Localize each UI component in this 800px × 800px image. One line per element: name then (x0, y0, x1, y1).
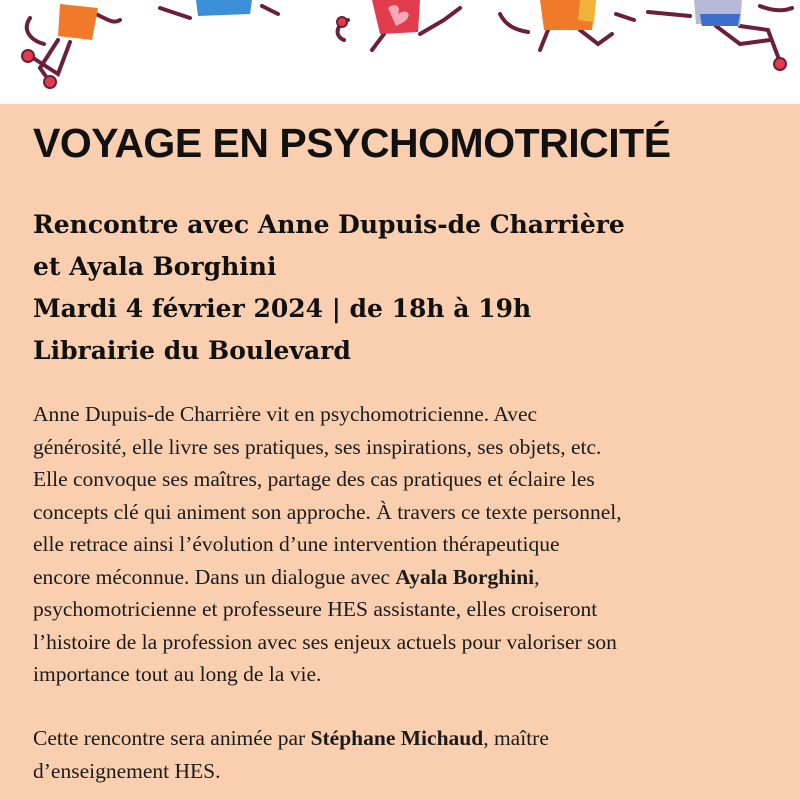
event-title: VOYAGE EN PSYCHOMOTRICITÉ (33, 120, 671, 166)
description-line: l’histoire de la profession avec ses enjeux actuels pour valoriser son (33, 629, 617, 654)
description-line: importance tout au long de la vie. (33, 662, 322, 686)
child-2-shorts (196, 0, 252, 16)
event-venue: Librairie du Boulevard (33, 336, 351, 365)
moderator-text: , maître (483, 726, 549, 750)
moderator-line (33, 722, 783, 755)
moderator-line: d’enseignement HES. (33, 758, 221, 783)
speakers-line-2: et Ayala Borghini (33, 252, 277, 281)
speakers-line-1: Rencontre avec Anne Dupuis-de Charrière (33, 210, 625, 239)
moderator-note (33, 722, 783, 787)
description-text: , (534, 564, 540, 589)
event-description (33, 398, 783, 691)
description-line: générosité, elle livre ses pratiques, ses inspirations, ses objets, etc. (33, 434, 602, 459)
description-line (33, 561, 783, 594)
description-line: Elle convoque ses maîtres, partage des cas pratiques et éclaire les (33, 467, 595, 491)
speaker-name-bold: Ayala Borghini (395, 564, 535, 589)
description-text: encore méconnue. Dans un dialogue avec (33, 564, 396, 589)
moderator-text: Cette rencontre sera animée par (33, 726, 311, 750)
header-illustration (0, 0, 800, 104)
description-line: concepts clé qui animent son approche. À travers ce texte personnel, (33, 499, 622, 524)
description-line: psychomotricienne et professeure HES assistante, elles croiseront (33, 597, 598, 621)
moderator-name-bold: Stéphane Michaud (310, 726, 484, 750)
running-children-illustration (0, 0, 800, 104)
event-details (33, 204, 625, 372)
child-1-shirt (58, 4, 98, 40)
event-datetime: Mardi 4 février 2024 | de 18h à 19h (33, 294, 532, 323)
description-line: Anne Dupuis-de Charrière vit en psychomotricienne. Avec (33, 402, 538, 426)
description-line: elle retrace ainsi l’évolution d’une intervention thérapeutique (33, 532, 560, 556)
